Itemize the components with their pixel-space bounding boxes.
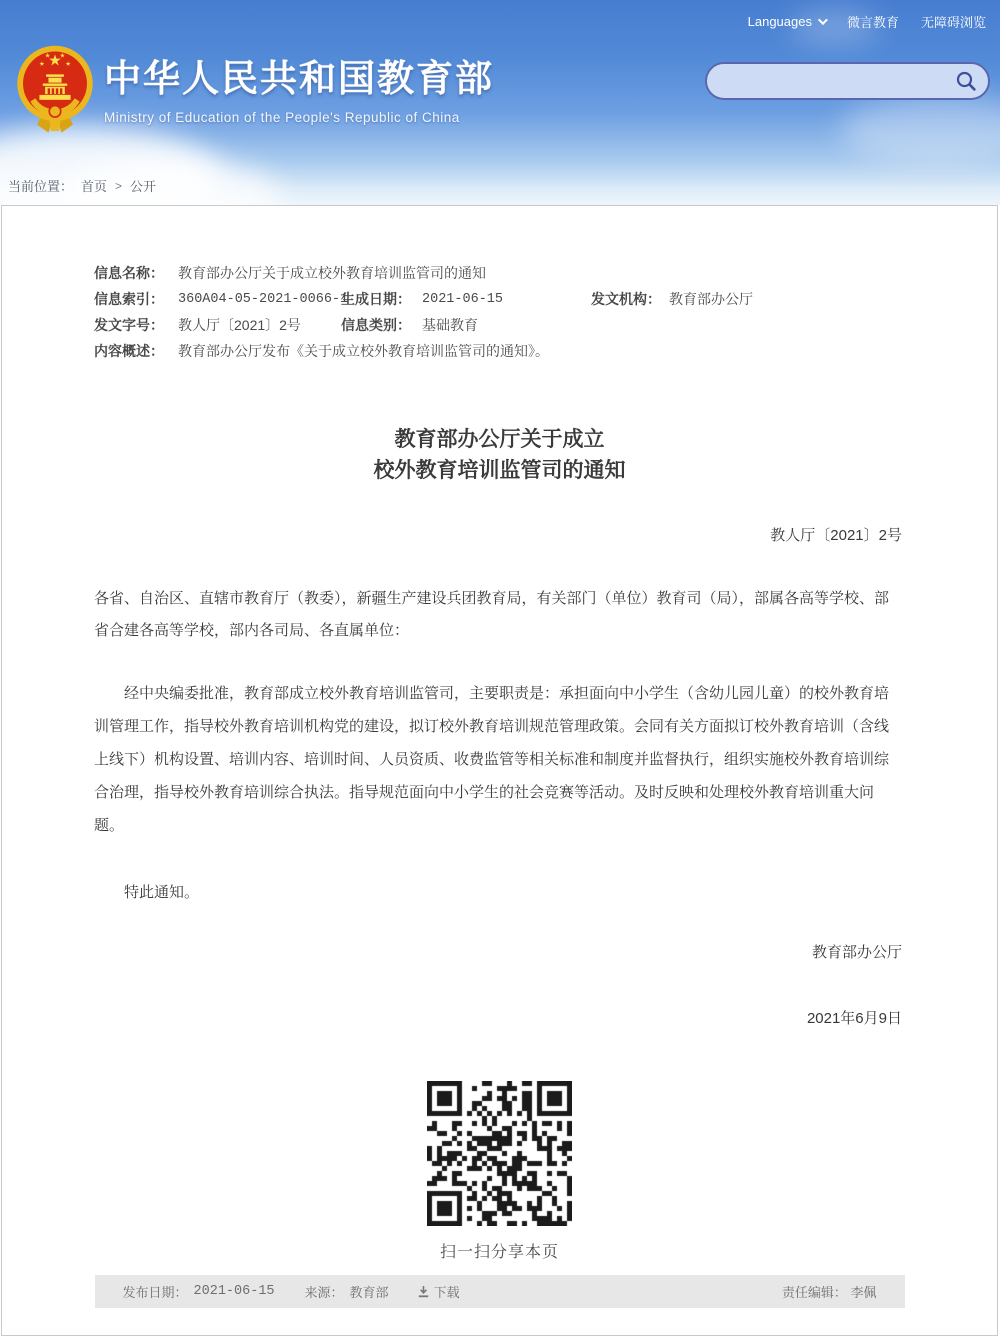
document-title-line2: 校外教育培训监管司的通知 [373,459,626,482]
weiyan-label: 微言教育 [846,15,899,30]
site-titles [104,44,494,125]
editor-label: 责任编辑： [781,1285,847,1300]
signature-org: 教育部办公厅 [811,944,902,961]
accessibility-label: 无障碍浏览 [920,15,986,30]
footer-right [782,1282,877,1301]
breadcrumb-home-link[interactable]: 首页 [81,179,108,194]
search-input[interactable] [723,73,954,89]
meta-docno-label: 发文字号： [94,317,164,333]
document-title [2,424,997,486]
meta-category-value: 基础教育 [422,317,478,333]
footer-left [123,1282,460,1301]
breadcrumb-section-link[interactable]: 公开 [130,179,157,194]
publish-date-value: 2021-06-15 [193,1284,275,1299]
download-link[interactable] [417,1282,460,1301]
meta-gendate-value: 2021-06-15 [422,292,504,307]
document-number: 教人厅〔2021〕2号 [770,527,902,544]
breadcrumb-prefix: 当前位置： [8,179,74,194]
meta-name-value: 教育部办公厅关于成立校外教育培训监管司的通知 [178,265,486,281]
meta-index-label: 信息索引： [94,291,164,307]
meta-summary-label: 内容概述： [94,343,164,359]
meta-gendate-label: 生成日期： [341,291,411,307]
qr-section [2,1081,997,1262]
download-label: 下载 [433,1285,460,1300]
search-button[interactable] [954,69,978,93]
site-subtitle: Ministry of Education of the People's Republic of China [104,110,460,125]
source-value: 教育部 [349,1285,389,1300]
site-title: 中华人民共和国教育部 [104,58,494,99]
qr-caption: 扫一扫分享本页 [439,1244,559,1261]
breadcrumb [8,176,156,195]
source-label: 来源： [304,1285,344,1300]
meta-index-value: 360A04-05-2021-0066-1 [178,292,349,307]
cloud-decoration [840,95,1000,165]
meta-org-value: 教育部办公厅 [669,291,753,307]
search-box [705,62,990,100]
weiyan-education-link[interactable] [847,12,899,31]
qr-code [427,1081,572,1226]
document-meta [94,263,902,367]
closing-line: 特此通知。 [124,884,200,901]
meta-summary-value: 教育部办公厅发布《关于成立校外教育培训监管司的通知》。 [178,343,549,359]
document-title-line1: 教育部办公厅关于成立 [394,428,605,451]
topbar [748,12,986,31]
meta-name-label: 信息名称： [94,265,164,281]
article-footer-bar [95,1275,905,1308]
meta-org-label: 发文机构： [591,291,661,307]
accessibility-link[interactable] [921,12,986,31]
search-icon [955,70,977,92]
meta-category-label: 信息类别： [341,317,411,333]
languages-menu[interactable] [748,14,825,29]
publish-date-label: 发布日期： [122,1285,188,1300]
signature-date: 2021年6月9日 [806,1010,902,1027]
languages-label: Languages [747,14,812,29]
chevron-down-icon [818,15,828,25]
national-emblem-icon [14,44,96,136]
addressee-paragraph: 各省、自治区、直辖市教育厅（教委），新疆生产建设兵团教育局，有关部门（单位）教育司（局），部属各高等学校、部省合建各高等学校，部内各司局、各直属单位： [94,590,890,639]
editor-value: 李佩 [850,1285,877,1300]
body-paragraph: 经中央编委批准，教育部成立校外教育培训监管司，主要职责是：承担面向中小学生（含幼儿园儿童）的校外教育培训管理工作，指导校外教育培训机构党的建设，拟订校外教育培训规范管理政策。会同有关方面拟订校外教育培训（含线上线下）机构设置、培训内容、培训时间、人员资质、收费监管等相关标准和制度并监督执行，组织实施校外教育培训综合治理，指导校外教育培训综合执法。指导规范面向中小学生的社会竞赛等活动。及时反映和处理校外教育培训重大问题。 [94,685,890,834]
site-logo[interactable] [14,44,494,136]
meta-docno-value: 教人厅〔2021〕2号 [178,317,301,333]
download-icon [417,1285,430,1298]
site-header [0,0,1000,205]
breadcrumb-separator: > [115,178,123,193]
content-panel [1,205,998,1336]
